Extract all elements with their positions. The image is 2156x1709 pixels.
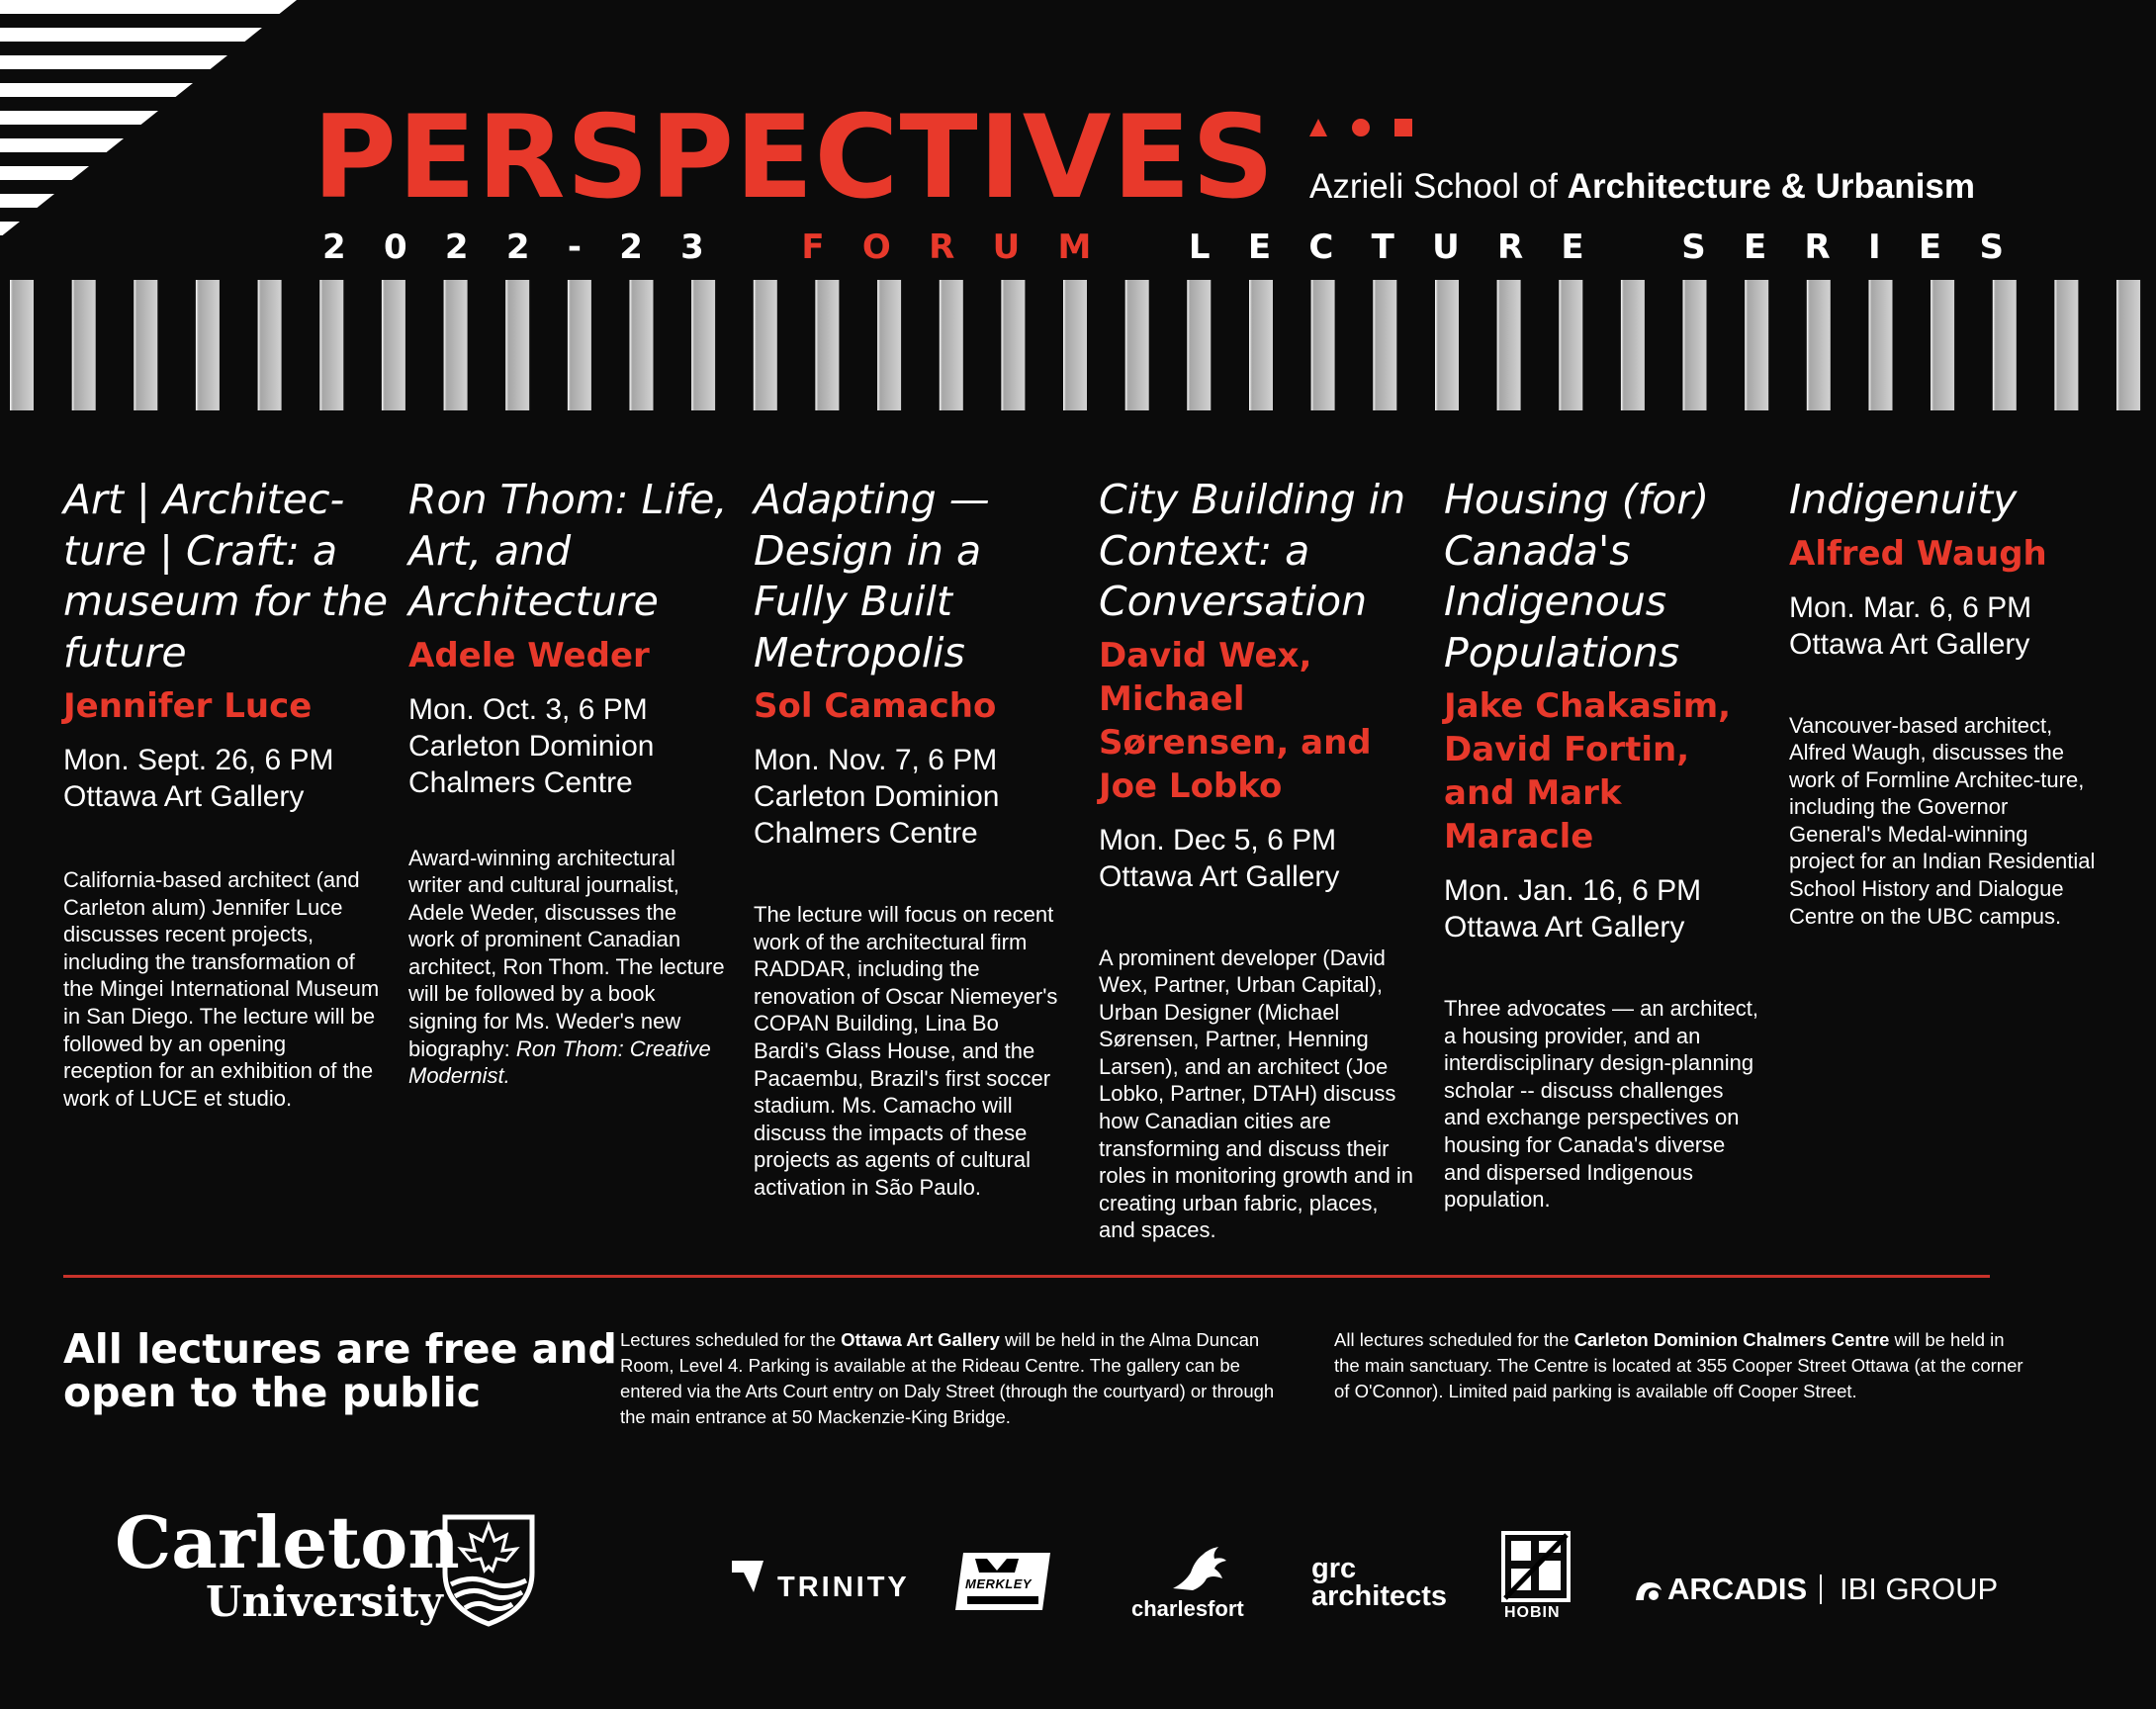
charlesfort-logo-icon [1169,1543,1228,1592]
header-bar [10,280,34,410]
lecture-column-2 [408,475,735,1090]
lecture-venue: Carleton Dominion Chalmers Centre [754,780,1000,850]
header-bar [1993,280,2017,410]
lecture-description: California-based architect (and Carleton alum) Jennifer Luce discusses recent projects, including the transformation of the Mingei International Museum in San Diego. The lecture will be followed by an opening reception for an exhibition of the work of LUCE et studio. [63,867,380,1111]
lecture-venue: Ottawa Art Gallery [1444,911,1685,944]
lecture-title: City Building in Context: a Conversation [1099,476,1406,625]
grc-architects-logo: grc architects [1311,1553,1448,1612]
header-bar [505,280,529,410]
lecture-title: Housing (for) Canada's Indigenous Populations [1444,476,1710,676]
charlesfort-logo: charlesfort [1131,1596,1244,1621]
corner-stripes-graphic [0,0,297,237]
carleton-logo-wordmark: Carleton [115,1500,460,1584]
azrieli-logo-icon [1309,117,1414,138]
ibi-group-logo: IBI GROUP [1840,1572,1999,1606]
lecture-column-1 [63,475,390,1112]
lecture-column-6 [1789,475,2106,930]
header-bar [1435,280,1459,410]
header-bar [1249,280,1273,410]
trinity-logo: TRINITY [777,1572,910,1603]
header-bar [1001,280,1025,410]
lecture-title: Ron Thom: Life, Art, and Architecture [408,476,728,625]
school-name: Azrieli School of Architecture & Urbanism [1309,167,1975,206]
header-bar [815,280,839,410]
hobin-logo-icon [1501,1531,1571,1602]
lecture-title: Adapting — Design in a Fully Built Metropolis [754,476,990,676]
header-bar [877,280,901,410]
hobin-logo: HOBIN [1504,1604,1561,1621]
free-admission-statement: All lectures are free and open to the public [63,1325,617,1416]
lecture-column-5 [1444,475,1770,1214]
lecture-speaker: Alfred Waugh [1789,533,2047,574]
carleton-logo-subtitle: University [206,1577,443,1626]
carleton-shield-icon [441,1511,536,1628]
header-bars-graphic [0,280,2156,410]
header-bar [1807,280,1831,410]
lecture-column-4 [1099,475,1425,1244]
lecture-description: Vancouver-based architect, Alfred Waugh, discusses the work of Formline Architec-ture, including the Governor General's Medal-winning project for an Indian Residential School History and Dialogue Centre on the UBC campus. [1789,712,2096,929]
header-bar [1063,280,1087,410]
lecture-title: Indigenuity [1789,476,2018,523]
lecture-date: Mon. Sept. 26, 6 PM [63,744,334,776]
lecture-date: Mon. Nov. 7, 6 PM [754,744,998,776]
lecture-description: A prominent developer (David Wex, Partner, Urban Capital), Urban Designer (Michael Sørensen, Partner, Henning Larsen), and an architect (Joe Lobko, Partner, DTAH) discuss how Canadian cities are transforming and discuss their roles in monitoring growth and in creating urban fabric, places, and spaces. [1099,944,1413,1243]
header-bar [1187,280,1211,410]
lecture-description: The lecture will focus on recent work of the architectural firm RADDAR, including the renovation of Oscar Niemeyer's COPAN Building, Lina Bo Bardi's Glass House, and the Pacaembu, Brazil's first soccer stadium. Ms. Camacho will discuss the impacts of these projects as agents of cultural activation in São Paulo. [754,902,1058,1200]
header-bar [2116,280,2140,410]
trinity-logo-icon [730,1559,765,1594]
lecture-column-3 [754,475,1080,1202]
header-bar [319,280,343,410]
series-line: 2 0 2 2 - 2 3 F O R U M L E C T U R E S E R I E S [322,227,2004,267]
header-bar [1497,280,1521,410]
lecture-speaker: Sol Camacho [754,686,997,726]
chalmers-location-note: All lectures scheduled for the Carleton Dominion Chalmers Centre will be held in the main sanctuary. The Centre is located at 355 Cooper Street Ottawa (at the corner of O'Connor). Limited paid parking is available off Cooper Street. [1334,1329,2023,1401]
header-bar [444,280,468,410]
gallery-location-note: Lectures scheduled for the Ottawa Art Gallery will be held in the Alma Duncan Room, Level 4. Parking is available at the Rideau Centre. The gallery can be entered via the Arts Court entry on Daly Street (through the courtyard) or through the main entrance at 50 Mackenzie-King Bridge. [620,1329,1275,1427]
header-bar [1869,280,1893,410]
header-bar [568,280,591,410]
footer-divider [63,1275,1990,1278]
header-bar [1311,280,1335,410]
lecture-description: Three advocates — an architect, a housing provider, and an interdisciplinary design-planning scholar -- discuss challenges and exchange perspectives on housing for Canada's diverse and dispersed Indigenous population. [1444,996,1758,1213]
logo-divider [1820,1574,1822,1604]
header-bar [2054,280,2078,410]
lecture-date: Mon. Mar. 6, 6 PM [1789,590,2032,624]
header-bar [1621,280,1645,410]
lecture-title: Art | Architec-ture | Craft: a museum for the future [63,476,389,676]
arcadis-logo-icon [1634,1578,1663,1602]
lecture-venue: Carleton Dominion Chalmers Centre [408,729,655,799]
lecture-date: Mon. Oct. 3, 6 PM [408,692,648,726]
header-bar [1683,280,1707,410]
merkley-logo: MERKLEY [965,1576,1033,1591]
lecture-venue: Ottawa Art Gallery [63,780,305,813]
header-bar [258,280,282,410]
lecture-description: Award-winning architectural writer and cultural journalist, Adele Weder, discusses the work of prominent Canadian architect, Ron Thom. The lecture will be followed by a book signing for Ms. Weder's new biography: Ron Thom: Creative Modernist. [408,845,725,1089]
header-bar [72,280,96,410]
page-title: PERSPECTIVES [313,91,1276,225]
header-bar [1125,280,1149,410]
header-bar [1559,280,1582,410]
header-bar [630,280,654,410]
lecture-date: Mon. Jan. 16, 6 PM [1444,874,1702,907]
header-bar [134,280,157,410]
header-bar [940,280,963,410]
header-bar [691,280,715,410]
lecture-speaker: Adele Weder [408,635,650,675]
header-bar [382,280,405,410]
arcadis-logo: ARCADIS [1667,1572,1808,1606]
lecture-venue: Ottawa Art Gallery [1099,859,1340,893]
header-bar [754,280,777,410]
lecture-speaker: Jennifer Luce [63,686,313,726]
lecture-speaker: David Wex, Michael Sørensen, and Joe Lobko [1099,635,1372,806]
lecture-date: Mon. Dec 5, 6 PM [1099,823,1337,856]
header-bar [196,280,220,410]
header-bar [1931,280,1954,410]
header-bar [1373,280,1396,410]
lecture-speaker: Jake Chakasim, David Fortin, and Mark Maracle [1444,686,1732,856]
header-bar [1745,280,1768,410]
lecture-venue: Ottawa Art Gallery [1789,627,2030,661]
